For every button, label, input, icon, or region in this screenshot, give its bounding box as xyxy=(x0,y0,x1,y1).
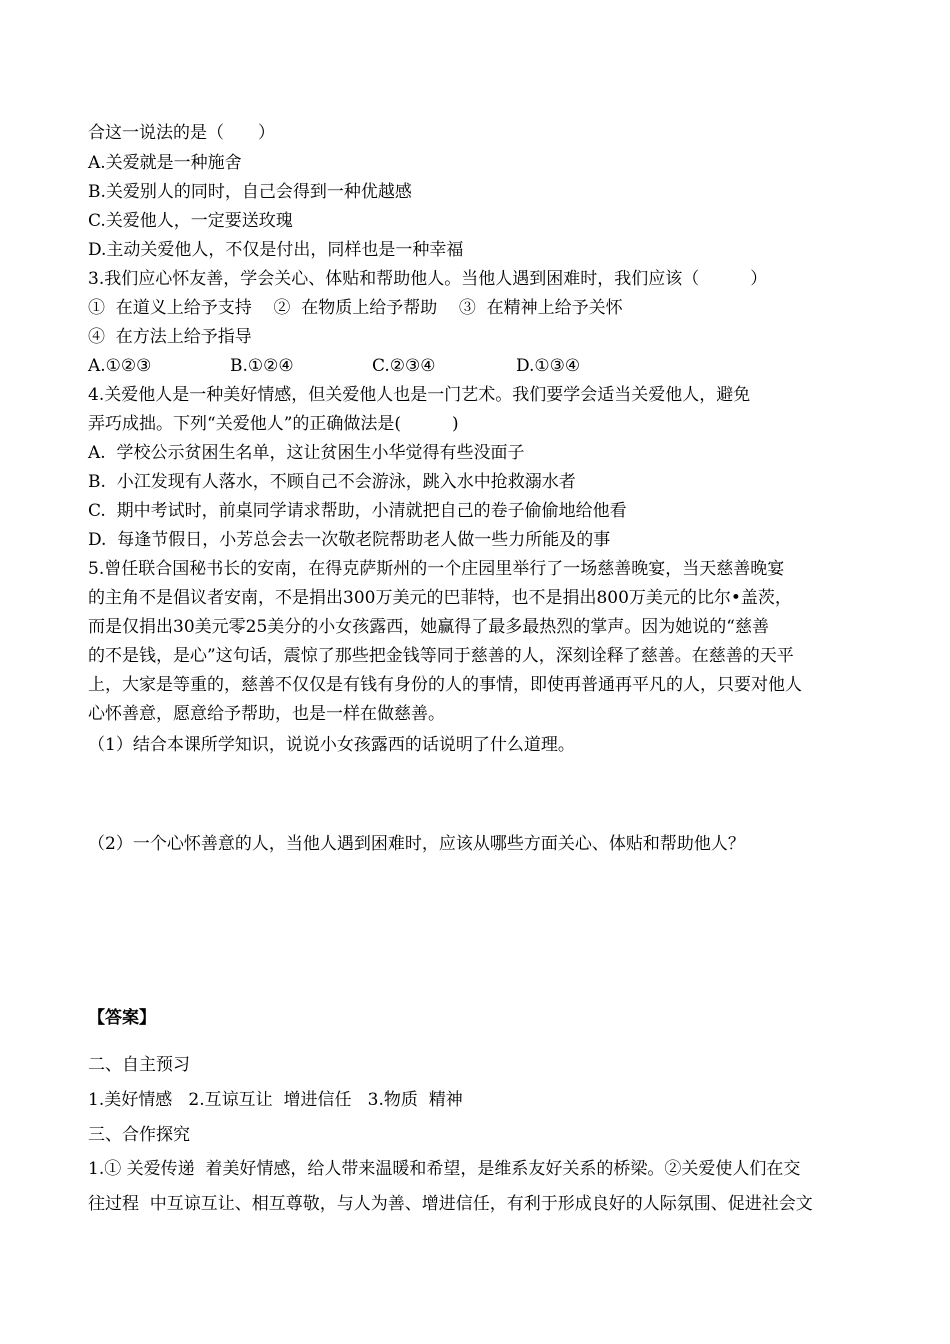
q3-choice-d: D.①③④ xyxy=(516,356,581,376)
q4-stem-line2: 弄巧成拙。下列“关爱他人”的正确做法是( ) xyxy=(88,414,459,434)
answers-heading: 【答案】 xyxy=(88,1008,156,1028)
q5-sub-question-1: （1）结合本课所学知识，说说小女孩露西的话说明了什么道理。 xyxy=(88,735,575,755)
q5-sub-question-2: （2）一个心怀善意的人，当他人遇到困难时，应该从哪些方面关心、体贴和帮助他人？ xyxy=(88,834,745,854)
q3-items-line1: ① 在道义上给予支持 ② 在物质上给予帮助 ③ 在精神上给予关怀 xyxy=(88,298,623,318)
q4-option-a: A. 学校公示贫困生名单，这让贫困生小华觉得有些没面子 xyxy=(88,443,525,463)
q4-option-c: C. 期中考试时，前桌同学请求帮助，小清就把自己的卷子偷偷地给他看 xyxy=(88,501,627,521)
q3-choices xyxy=(88,354,580,378)
q5-line-2: 的主角不是倡议者安南，不是捐出300万美元的巴菲特，也不是捐出800万美元的比尔•盖茨， xyxy=(88,588,792,608)
q2-stem-tail: 合这一说法的是（ ） xyxy=(88,123,275,143)
q4-stem-line1: 4.关爱他人是一种美好情感，但关爱他人也是一门艺术。我们要学会适当关爱他人，避免 xyxy=(88,385,751,405)
q5-line-1: 5.曾任联合国秘书长的安南，在得克萨斯州的一个庄园里举行了一场慈善晚宴，当天慈善晚宴 xyxy=(88,559,785,579)
q4-option-d: D. 每逢节假日，小芳总会去一次敬老院帮助老人做一些力所能及的事 xyxy=(88,530,611,550)
q3-items-line2: ④ 在方法上给予指导 xyxy=(88,327,252,347)
q4-option-b: B. 小江发现有人落水，不顾自己不会游泳，跳入水中抢救溺水者 xyxy=(88,472,576,492)
q5-line-4: 的不是钱，是心”这句话，震惊了那些把金钱等同于慈善的人，深刻诠释了慈善。在慈善的天平 xyxy=(88,646,794,666)
answers-section-3-line1: 1.① 关爱传递 着美好情感，给人带来温暖和希望，是维系友好关系的桥梁。②关爱使人们在交 xyxy=(88,1159,801,1179)
q3-stem: 3.我们应心怀友善，学会关心、体贴和帮助他人。当他人遇到困难时，我们应该（ ） xyxy=(88,269,768,289)
q2-option-b: B.关爱别人的同时，自己会得到一种优越感 xyxy=(88,182,412,202)
q3-choice-b: B.①②④ xyxy=(230,356,294,376)
q3-choice-a: A.①②③ xyxy=(88,356,152,376)
answers-section-2: 二、自主预习 xyxy=(88,1055,190,1075)
q5-line-6: 心怀善意，愿意给予帮助，也是一样在做慈善。 xyxy=(88,704,445,724)
q3-choice-c: C.②③④ xyxy=(372,356,436,376)
q5-line-3: 而是仅捐出30美元零25美分的小女孩露西，她赢得了最多最热烈的掌声。因为她说的“慈善 xyxy=(88,617,769,637)
q2-option-c: C.关爱他人，一定要送玫瑰 xyxy=(88,211,293,231)
answers-section-2-text: 1.美好情感 2.互谅互让 增进信任 3.物质 精神 xyxy=(88,1090,463,1110)
q2-option-d: D.主动关爱他人，不仅是付出，同样也是一种幸福 xyxy=(88,240,464,260)
q5-line-5: 上，大家是等重的，慈善不仅仅是有钱有身份的人的事情，即使再普通再平凡的人，只要对他人 xyxy=(88,675,802,695)
answers-section-3-line2: 往过程 中互谅互让、相互尊敬，与人为善、增进信任，有利于形成良好的人际氛围、促进社会文 xyxy=(88,1194,813,1214)
answers-section-3: 三、合作探究 xyxy=(88,1125,190,1145)
q2-option-a: A.关爱就是一种施舍 xyxy=(88,153,242,173)
